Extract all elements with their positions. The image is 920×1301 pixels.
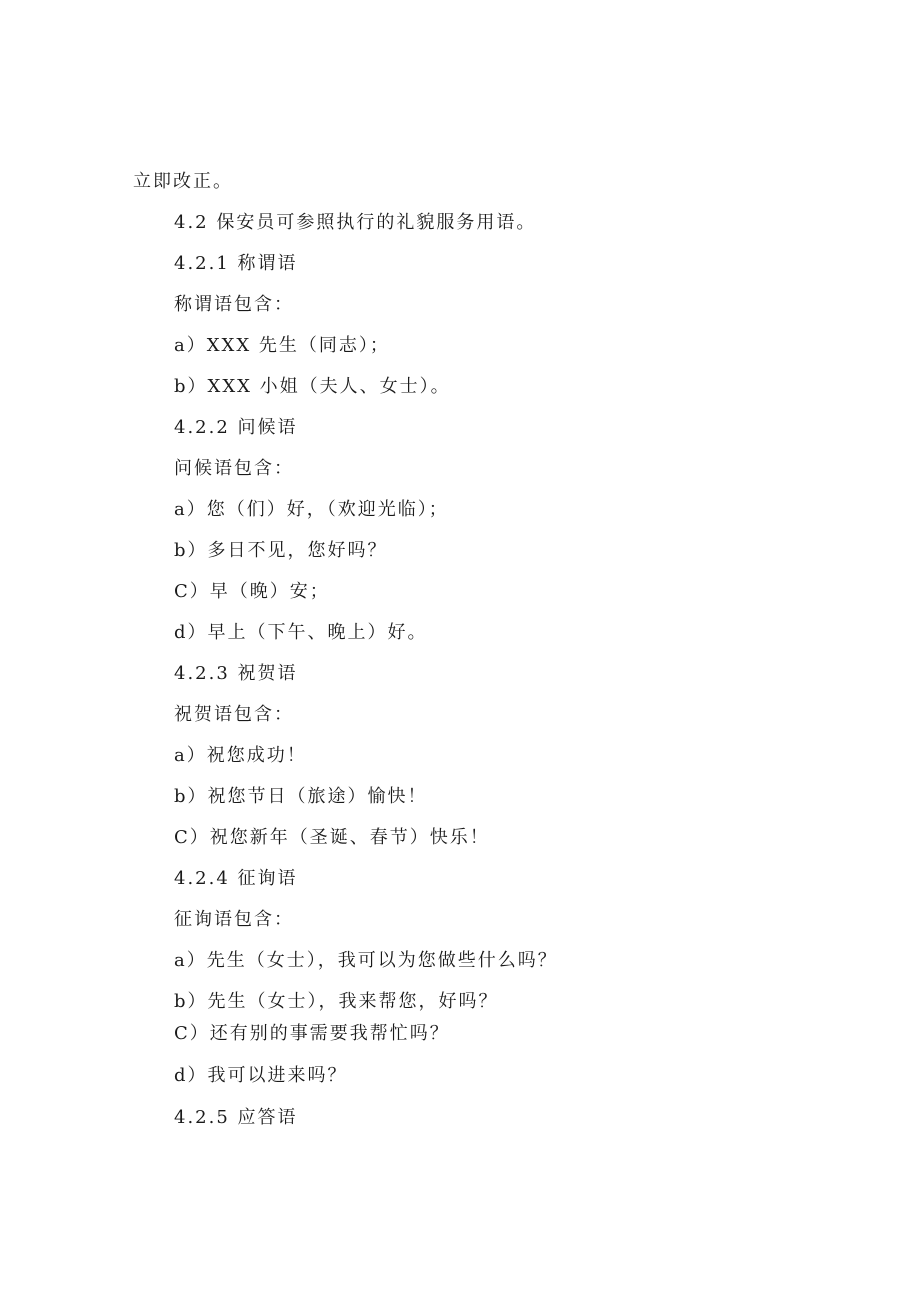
list-item: a）XXX 先生（同志）； <box>174 335 390 356</box>
list-item: C）还有别的事需要我帮忙吗？ <box>174 1023 450 1044</box>
paragraph-text: 问候语包含： <box>174 458 294 479</box>
paragraph-text: 征询语包含： <box>174 909 294 930</box>
list-item: b）先生（女士），我来帮您，好吗？ <box>174 991 499 1012</box>
list-item: d）早上（下午、晚上）好。 <box>174 622 428 643</box>
subsection-heading-4-2-3: 4.2.3 祝贺语 <box>174 663 298 684</box>
list-item: a）先生（女士），我可以为您做些什么吗？ <box>174 950 558 971</box>
list-item: b）XXX 小姐（夫人、女士）。 <box>174 376 451 397</box>
subsection-heading-4-2-4: 4.2.4 征询语 <box>174 868 298 889</box>
subsection-heading-4-2-5: 4.2.5 应答语 <box>174 1107 298 1128</box>
subsection-heading-4-2-2: 4.2.2 问候语 <box>174 417 298 438</box>
list-item: C）祝您新年（圣诞、春节）快乐！ <box>174 827 490 848</box>
subsection-heading-4-2-1: 4.2.1 称谓语 <box>174 253 298 274</box>
list-item: a）您（们）好，（欢迎光临）； <box>174 499 449 520</box>
list-item: b）多日不见，您好吗？ <box>174 540 388 561</box>
section-heading-4-2: 4.2 保安员可参照执行的礼貌服务用语。 <box>174 212 537 233</box>
paragraph-text: 祝贺语包含： <box>174 704 294 725</box>
continuation-text: 立即改正。 <box>133 171 233 192</box>
paragraph-text: 称谓语包含： <box>174 294 294 315</box>
list-item: C）早（晚）安； <box>174 581 330 602</box>
list-item: d）我可以进来吗？ <box>174 1065 348 1086</box>
list-item: a）祝您成功！ <box>174 745 307 766</box>
list-item: b）祝您节日（旅途）愉快！ <box>174 786 428 807</box>
